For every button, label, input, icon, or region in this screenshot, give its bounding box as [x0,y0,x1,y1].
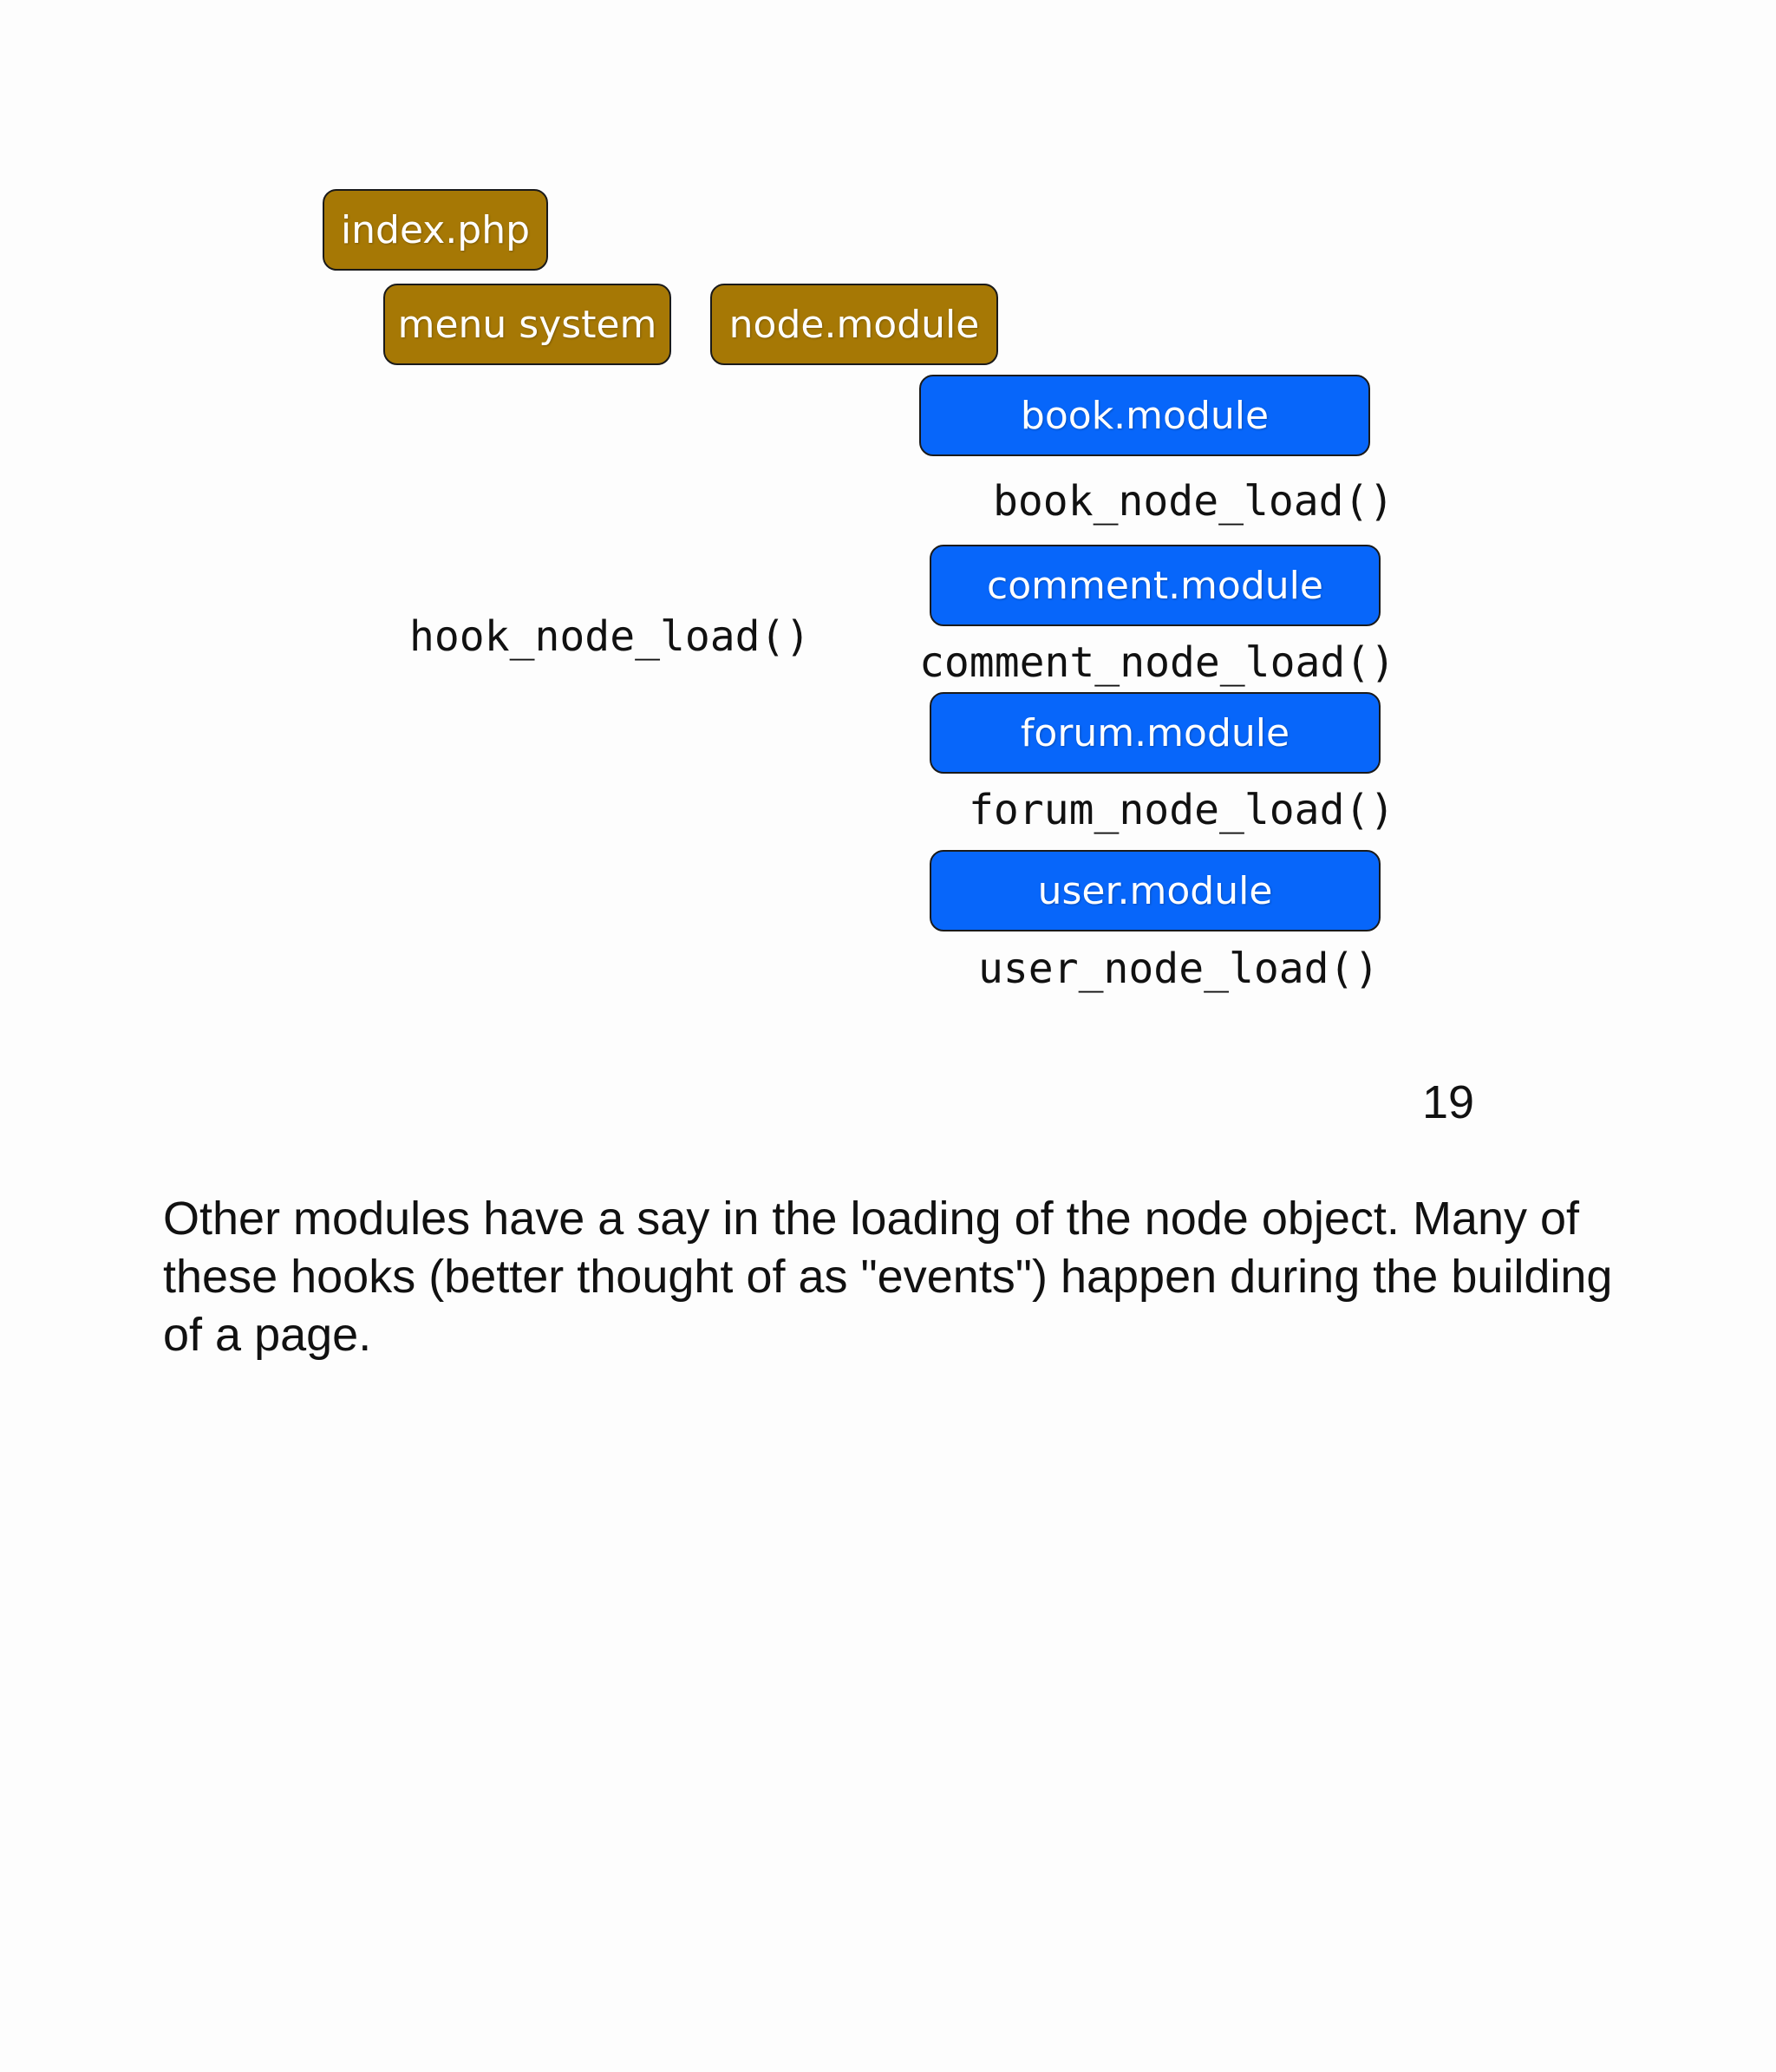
book-node-load-label: book_node_load() [993,477,1394,526]
hook-node-load-label: hook_node_load() [409,612,811,661]
speaker-notes: Other modules have a say in the loading of the node object. Many of these hooks (better thought of as "events") happen during the building of a page. [163,1193,1613,1361]
index-php-box: index.php [323,189,548,271]
book-module-box: book.module [919,375,1370,456]
comment-module-box: comment.module [930,545,1381,626]
comment-node-load-label: comment_node_load() [919,638,1396,687]
user-node-load-label: user_node_load() [978,944,1380,993]
page-number: 19 [1422,1076,1475,1128]
forum-module-box: forum.module [930,692,1381,774]
node-module-box: node.module [710,284,998,365]
user-module-box: user.module [930,850,1381,931]
menu-system-box: menu system [383,284,671,365]
forum-node-load-label: forum_node_load() [969,786,1395,834]
